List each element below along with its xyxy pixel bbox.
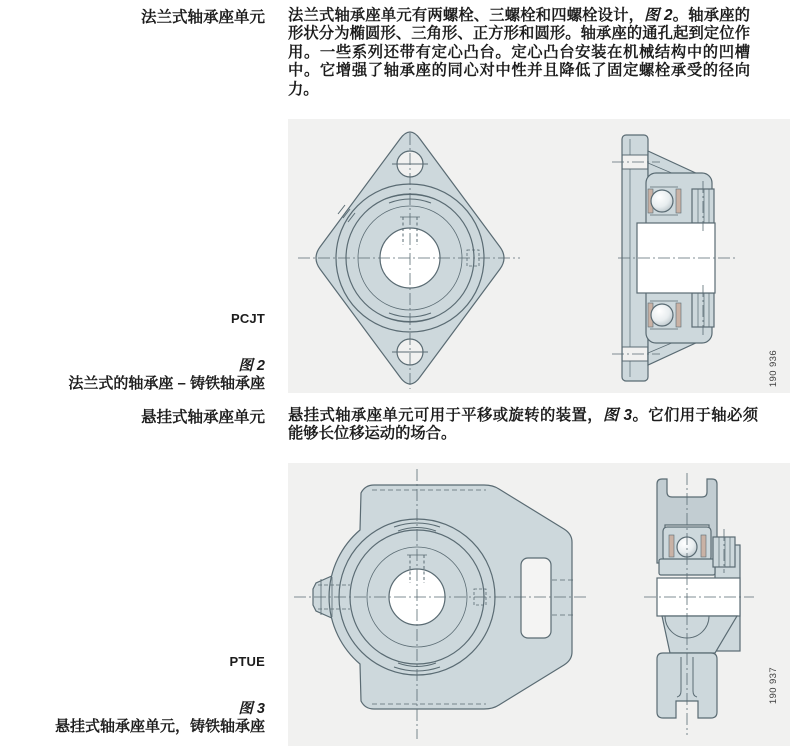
flanged-paragraph-seg2: 。轴承座的形状分为椭圆形、三角形、正方形和圆形。轴承座的通孔起到定位作用。一些系列还带有定心凸台。定心凸台安装在机械结构中的凹槽中。它增强了轴承座的同心对中性并且降低了固定螺栓承受的径向力。	[288, 7, 750, 98]
bearing-ball-top	[651, 190, 673, 212]
pcjt-designation-label: PCJT	[230, 311, 265, 326]
flanged-paragraph	[288, 7, 750, 99]
figure2-drawing	[288, 119, 790, 393]
takeup-section-view	[644, 473, 754, 735]
take-up-slot	[521, 558, 551, 638]
flange-section-view	[612, 135, 736, 381]
flanged-paragraph-seg1: 法兰式轴承座单元有两螺栓、三螺栓和四螺栓设计，	[288, 7, 645, 24]
takeup-paragraph-seg2: 。它们用于轴必须能够长位移运动的场合。	[288, 407, 758, 443]
figure3-photo-id: 190 937	[768, 666, 779, 704]
figure2-panel	[288, 119, 790, 393]
figure2-reference: 图 2	[644, 7, 673, 24]
figure2-photo-id: 190 936	[768, 349, 779, 387]
figure3-number: 图 3	[238, 701, 265, 717]
takeup-front-view	[294, 469, 588, 739]
figure2-number: 图 2	[238, 358, 265, 374]
takeup-paragraph	[288, 407, 758, 444]
figure3-panel	[288, 463, 790, 746]
figure3-caption: 悬挂式轴承座单元，铸铁轴承座	[54, 718, 265, 735]
takeup-heading: 悬挂式轴承座单元	[140, 409, 265, 426]
figure2-caption: 法兰式的轴承座 – 铸铁轴承座	[68, 375, 265, 392]
figure3-reference: 图 3	[603, 407, 632, 424]
takeup-paragraph-seg1: 悬挂式轴承座单元可用于平移或旋转的装置，	[288, 407, 604, 424]
flange-front-view	[298, 132, 520, 389]
bearing-ball-bottom	[651, 304, 673, 326]
figure3-drawing	[288, 463, 790, 746]
flanged-heading: 法兰式轴承座单元	[140, 9, 265, 26]
ptue-designation-label: PTUE	[229, 654, 265, 669]
